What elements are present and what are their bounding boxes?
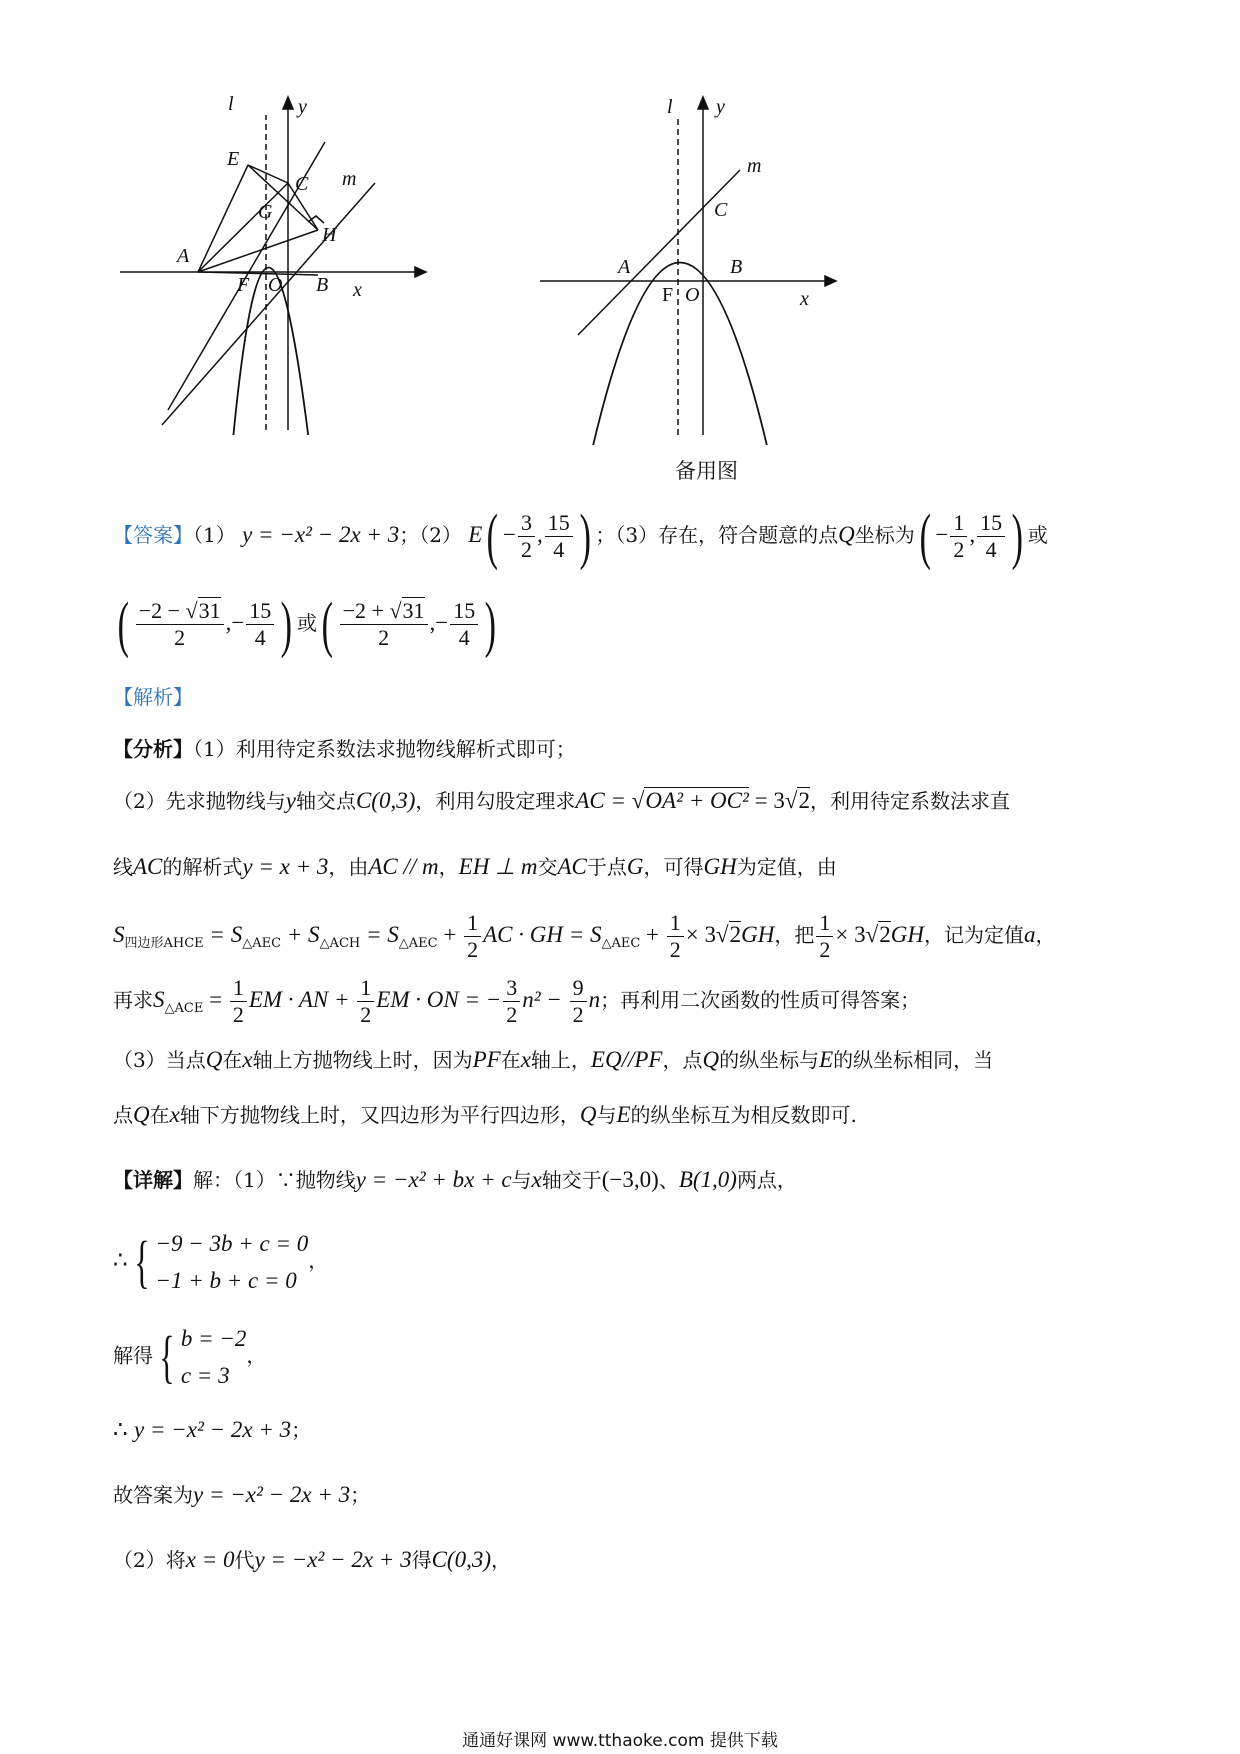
figure-backup [540, 95, 840, 449]
fenxi-tag: 【分析】 [113, 737, 193, 761]
fig2-label-C: C [714, 199, 728, 221]
fig1-label-m: m [342, 168, 357, 190]
answer-line-1: 【答案】（1） y = −x² − 2x + 3；（2） E( − $\frac{3}{2}$ , $\frac{15}{4}$ ) ；（3）存在，符合题意的点Q坐标为( − $\frac{1}{2}$ , $\frac{15}{4}$ ) 或 [113, 502, 1048, 571]
fig2-label-A: A [618, 256, 631, 278]
fenxi-text-1: （1）利用待定系数法求抛物线解析式即可； [193, 737, 576, 761]
answer-or-2: 或 [296, 611, 317, 635]
fenxi-line-6: （3）当点Q在x轴上方抛物线上时，因为PF在x轴上，EQ//PF，点Q的纵坐标与E的纵坐标相同，当 [113, 1047, 994, 1072]
fenxi-line-1 [113, 734, 576, 764]
fig2-label-l: l [667, 96, 673, 118]
fenxi-line-3: 线AC的解析式y = x + 3，由AC // m，EH ⊥ m交AC于点G，可得GH为定值，由 [113, 854, 837, 879]
fig1-label-C: C [295, 173, 309, 195]
analysis-tag: 【解析】 [113, 685, 193, 709]
q2-y-frac: $\frac{15}{4}$ [246, 598, 274, 651]
figure-caption: 备用图 [675, 459, 738, 483]
answer-point-E: E [468, 522, 483, 547]
detail-system-1: ∴ { −9 − 3b + c = 0 −1 + b + c = 0 ， [113, 1229, 329, 1294]
fig1-label-G: G [258, 201, 273, 223]
figure-main [110, 95, 440, 439]
answer-part3-text: ；（3）存在，符合题意的点 [595, 523, 839, 547]
fig1-label-F: F [237, 274, 250, 296]
answer-line-2: ( $\frac{-2 - √31}{2}$ ,− $\frac{15}{4}$ ) 或( $\frac{-2 + √31}{2}$ ,− $\frac{15}{4}$ ) [117, 590, 497, 659]
fig1-label-O: O [268, 274, 283, 296]
fig2-label-O: O [685, 284, 700, 306]
answer-part3-text2: 坐标为 [854, 523, 915, 547]
fenxi-line-2: （2）先求抛物线与y轴交点C(0,3)，利用勾股定理求AC = √OA² + OC² = 3√2，利用待定系数法求直 [113, 788, 1010, 813]
q1-y-frac: $\frac{15}{4}$ [977, 510, 1005, 563]
fig2-label-B: B [730, 256, 743, 278]
detail-system-2: 解得 { b = −2 c = 3 ， [113, 1324, 267, 1389]
fig2-label-m: m [747, 155, 762, 177]
fig1-label-x: x [353, 279, 362, 301]
fenxi-line-4: $S_{四边形AHCE} = S_{\triangle AEC} + S_{\triangle ACH} = S_{\triangle AEC}$ + $\frac{1}{2}$ AC · GH = $S_{\triangle AEC}$ + $\frac{1}{2}$ × 3√2GH，把 $\frac{1}{2}$ × 3√2GH，记为定值a， [113, 910, 1056, 962]
answer-q-label: Q [838, 522, 855, 547]
q1-x-frac: $\frac{1}{2}$ [950, 510, 967, 563]
fenxi-line-7: 点Q在x轴下方抛物线上时，又四边形为平行四边形，Q与E的纵坐标互为相反数即可. [113, 1102, 857, 1127]
detail-result: ∴ y = −x² − 2x + 3； [113, 1417, 312, 1442]
detail-tag: 【详解】 [113, 1168, 193, 1192]
fig2-label-x: x [800, 288, 809, 310]
page-footer: 通通好课网 www.tthaoke.com 提供下载 [462, 1731, 778, 1751]
answer-part1-prefix: （1） [193, 523, 236, 547]
answer-or-1: 或 [1027, 523, 1048, 547]
fig1-label-y: y [298, 96, 307, 118]
e-x-frac: $\frac{3}{2}$ [518, 510, 535, 563]
fig1-label-E: E [227, 148, 240, 170]
fig1-label-H: H [322, 224, 337, 246]
fig1-label-A: A [177, 245, 190, 267]
q3-y-frac: $\frac{15}{4}$ [450, 598, 478, 651]
q2-x-frac: $\frac{-2 - √31}{2}$ [136, 598, 224, 651]
fenxi-line-5: 再求$S_{\triangle ACE}$ = $\frac{1}{2}$ EM · AN + $\frac{1}{2}$ EM · ON = − $\frac{3}{2}$ n² − $\frac{9}{2}$ n；再利用二次函数的性质可得答案； [113, 975, 921, 1027]
detail-line-1: 【详解】解：（1）∵抛物线y = −x² + bx + c与x轴交于(−3,0)、B(1,0)两点， [113, 1167, 797, 1192]
answer-equation: y = −x² − 2x + 3 [242, 522, 400, 547]
answer-sep: ；（2） [399, 523, 462, 547]
answer-tag: 【答案】 [113, 523, 193, 547]
fig1-label-B: B [316, 274, 329, 296]
fig2-label-y: y [716, 96, 725, 118]
fig2-label-F: F [662, 284, 674, 306]
e-y-frac: $\frac{15}{4}$ [545, 510, 573, 563]
detail-part2: （2）将x = 0代y = −x² − 2x + 3得C(0,3)， [113, 1547, 511, 1572]
q3-x-frac: $\frac{-2 + √31}{2}$ [340, 598, 428, 651]
fig1-label-l: l [228, 95, 234, 115]
detail-conclusion: 故答案为y = −x² − 2x + 3； [113, 1482, 371, 1507]
